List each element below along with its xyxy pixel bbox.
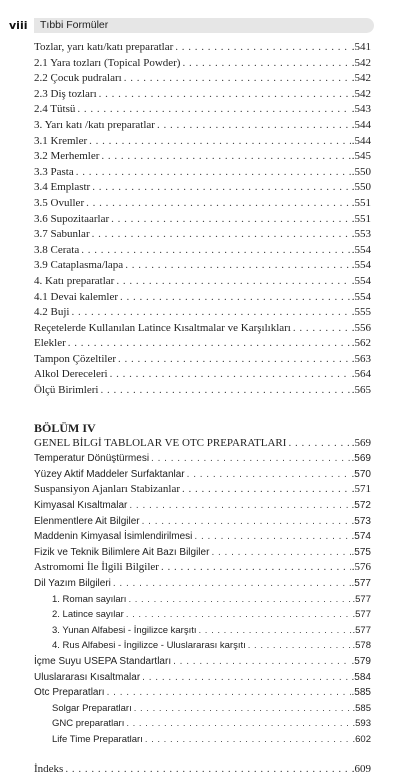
- dot-leader: [134, 701, 352, 717]
- toc-entry-page: .593: [352, 718, 371, 730]
- toc-entry: [34, 227, 371, 243]
- toc-entry-page: .577: [351, 578, 371, 589]
- dot-leader: [125, 258, 351, 274]
- toc-entry-page: .602: [352, 733, 371, 745]
- toc-entry: [34, 762, 371, 778]
- dot-leader: [175, 40, 350, 56]
- dot-leader: [116, 274, 350, 290]
- dot-leader: [107, 685, 351, 701]
- toc-entry-page: .577: [352, 593, 371, 605]
- dot-leader: [211, 545, 350, 561]
- toc-entry-page: .544: [351, 134, 371, 147]
- dot-leader: [151, 451, 350, 467]
- toc-entry: [34, 670, 371, 686]
- toc-entry-title: Tozlar, yarı katı/katı preparatlar: [34, 41, 174, 53]
- toc-entry-title: 4.1 Devai kalemler: [34, 290, 118, 303]
- toc-entry-title: Yüzey Aktif Maddeler Surfaktanlar: [34, 468, 185, 480]
- toc-entry-title: Dil Yazım Bilgileri: [34, 578, 111, 589]
- dot-leader: [126, 716, 351, 732]
- dot-leader: [194, 529, 350, 545]
- toc-entry-title: Life Time Preparatları: [52, 733, 143, 745]
- toc-entry: [34, 305, 371, 321]
- dot-leader: [248, 638, 352, 654]
- toc-entry-page: .551: [351, 196, 371, 209]
- dot-leader: [86, 196, 351, 212]
- toc-entry-page: .555: [351, 306, 371, 319]
- toc-entry: [34, 732, 371, 748]
- toc-entry: [34, 654, 371, 670]
- dot-leader: [113, 576, 351, 592]
- toc-entry-page: .578: [352, 640, 371, 652]
- dot-leader: [99, 87, 351, 103]
- toc-entry: [34, 436, 371, 452]
- toc-entry: [34, 118, 371, 134]
- toc-entry: [34, 149, 371, 165]
- toc-entry-title: Fizik ve Teknik Bilimlere Ait Bazı Bilgiler: [34, 546, 210, 558]
- toc-entry: [34, 102, 371, 118]
- running-title: Tıbbi Formüler: [40, 19, 109, 31]
- dot-leader: [182, 482, 351, 498]
- dot-leader: [129, 498, 350, 514]
- toc-entry: [34, 290, 371, 306]
- toc-entry-title: 1. Roman sayıları: [52, 593, 127, 605]
- running-header: [0, 17, 404, 35]
- toc-entry-title: 3.4 Emplastr: [34, 181, 91, 194]
- toc-entry-title: Suspansiyon Ajanları Stabizanlar: [34, 483, 181, 496]
- toc-entry-title: Ölçü Birimleri: [34, 384, 99, 397]
- toc-entry-title: 3.5 Ovuller: [34, 196, 85, 209]
- dot-leader: [77, 102, 350, 118]
- dot-leader: [145, 732, 352, 748]
- toc-entry-page: .575: [351, 546, 371, 558]
- toc-entry-page: .551: [351, 212, 371, 225]
- toc-entry-page: .609: [351, 762, 371, 775]
- toc-entry: [34, 180, 371, 196]
- toc-entry-page: .562: [351, 337, 371, 350]
- toc-entry: [34, 467, 371, 483]
- dot-leader: [128, 592, 351, 608]
- toc-entry: [34, 451, 371, 467]
- toc-entry-title: 3.6 Supozitaarlar: [34, 212, 110, 225]
- dot-leader: [101, 149, 350, 165]
- dot-leader: [126, 607, 352, 623]
- dot-leader: [157, 118, 351, 134]
- toc-entry: [34, 638, 371, 654]
- toc-entry: [34, 212, 371, 228]
- toc-entry-title: Alkol Dereceleri: [34, 368, 108, 381]
- header-bar: [34, 18, 374, 33]
- toc-entry-title: Elekler: [34, 337, 66, 350]
- toc-entry: [34, 623, 371, 639]
- toc-entry: [34, 71, 371, 87]
- toc-entry-page: .579: [351, 655, 371, 667]
- toc-entry: [34, 607, 371, 623]
- toc-entry-title: İçme Suyu USEPA Standartları: [34, 655, 172, 667]
- toc-entry-page: .554: [351, 274, 371, 287]
- dot-leader: [89, 134, 351, 150]
- page-number: viii: [9, 19, 28, 32]
- dot-leader: [92, 227, 351, 243]
- section-title: BÖLÜM IV: [34, 420, 96, 435]
- toc-entry-page: .543: [351, 103, 371, 116]
- toc-entry-page: .571: [351, 483, 371, 496]
- toc-entry: [34, 545, 371, 561]
- toc-entry-title: 2.1 Yara tozları (Topical Powder): [34, 56, 181, 69]
- dot-leader: [288, 436, 350, 452]
- toc-entry-title: 2.4 Tütsü: [34, 103, 76, 116]
- toc-entry-page: .577: [352, 609, 371, 621]
- toc-entry: [34, 716, 371, 732]
- toc-entry-page: .542: [351, 56, 371, 69]
- toc-entry: [34, 87, 371, 103]
- toc-entry: [34, 352, 371, 368]
- toc-entry: [34, 274, 371, 290]
- toc-entry: [34, 514, 371, 530]
- toc-entry-title: Kimyasal Kısaltmalar: [34, 500, 128, 512]
- toc-entry-page: .550: [351, 165, 371, 178]
- toc-entry-title: 4.2 Buji: [34, 306, 70, 319]
- toc-entry-title: Tampon Çözeltiler: [34, 352, 117, 365]
- toc-entry-title: 3. Yarı katı /katı preparatlar: [34, 118, 155, 131]
- toc-entry-title: 3. Yunan Alfabesi - İngilizce karşıtı: [52, 624, 197, 636]
- toc-entry: [34, 258, 371, 274]
- toc-entry-page: .553: [351, 228, 371, 241]
- toc-entry-title: Otc Preparatları: [34, 687, 105, 699]
- toc-entry: [34, 56, 371, 72]
- toc-entry: [34, 529, 371, 545]
- toc-entry-page: .570: [351, 468, 371, 480]
- toc-entry-title: 4. Katı preparatlar: [34, 274, 115, 287]
- toc-entry-title: Reçetelerde Kullanılan Latince Kısaltmalar ve Karşılıkları: [34, 321, 291, 334]
- toc-entry-page: .577: [352, 624, 371, 636]
- dot-leader: [187, 467, 351, 483]
- toc-entry: [34, 498, 371, 514]
- toc-entry-title: GENEL BİLGİ TABLOLAR VE OTC PREPARATLARI: [34, 436, 287, 449]
- toc-entry-title: 3.1 Kremler: [34, 134, 88, 147]
- toc-entry-page: .584: [351, 671, 371, 683]
- toc-entry-page: .544: [351, 118, 371, 131]
- toc-entry: [34, 40, 371, 56]
- toc-part-2: [34, 436, 371, 748]
- dot-leader: [68, 336, 351, 352]
- toc-entry: [34, 383, 371, 399]
- toc-entry-title: 4. Rus Alfabesi - İngilizce - Uluslararası karşıtı: [52, 640, 246, 652]
- dot-leader: [182, 56, 350, 72]
- dot-leader: [118, 352, 351, 368]
- toc-entry-title: Elenmentlere Ait Bilgiler: [34, 515, 140, 527]
- toc-entry: [34, 482, 371, 498]
- toc-entry-page: .565: [351, 384, 371, 397]
- toc-entry: [34, 336, 371, 352]
- toc-entry-title: 2.3 Diş tozları: [34, 87, 97, 100]
- toc-entry: [34, 321, 371, 337]
- toc-entry-title: 3.3 Pasta: [34, 165, 74, 178]
- toc-entry-page: .542: [351, 87, 371, 100]
- dot-leader: [142, 670, 350, 686]
- toc-entry: [34, 701, 371, 717]
- toc-entry-title: Uluslararası Kısaltmalar: [34, 671, 141, 683]
- toc-entry-page: .564: [351, 368, 371, 381]
- dot-leader: [120, 290, 351, 306]
- toc-entry-title: Temperatur Dönüştürmesi: [34, 453, 150, 465]
- dot-leader: [293, 321, 351, 337]
- toc-entry-title: 2. Latince sayılar: [52, 609, 124, 621]
- toc-entry-page: .563: [351, 352, 371, 365]
- dot-leader: [92, 180, 351, 196]
- toc-entry: [34, 165, 371, 181]
- toc-entry-page: .569: [351, 436, 371, 449]
- toc-entry-page: .554: [351, 259, 371, 272]
- toc-entry: [34, 134, 371, 150]
- toc-entry: [34, 560, 371, 576]
- toc-entry-title: İndeks: [34, 762, 64, 775]
- toc-entry-title: 3.9 Cataplasma/lapa: [34, 259, 124, 272]
- toc-entry-title: 3.8 Cerata: [34, 243, 80, 256]
- toc-entry-page: .585: [352, 702, 371, 714]
- toc-entry: [34, 685, 371, 701]
- table-of-contents: [34, 40, 371, 777]
- toc-entry-title: Solgar Preparatları: [52, 702, 132, 714]
- toc-entry: [34, 196, 371, 212]
- dot-leader: [161, 560, 351, 576]
- toc-entry-page: .554: [351, 290, 371, 303]
- toc-entry-page: .541: [351, 41, 371, 53]
- toc-entry-page: .550: [351, 181, 371, 194]
- toc-entry-title: Astromomi İle İlgili Bilgiler: [34, 561, 159, 574]
- dot-leader: [111, 212, 351, 228]
- toc-entry: [34, 576, 371, 592]
- dot-leader: [65, 762, 350, 778]
- dot-leader: [124, 71, 351, 87]
- toc-entry-title: Maddenin Kimyasal İsimlendirilmesi: [34, 531, 193, 543]
- dot-leader: [100, 383, 350, 399]
- toc-entry-title: 2.2 Çocuk pudraları: [34, 72, 122, 85]
- toc-entry-page: .545: [351, 150, 371, 163]
- toc-part-1: [34, 40, 371, 399]
- dot-leader: [173, 654, 350, 670]
- dot-leader: [81, 243, 351, 259]
- toc-entry-page: .542: [351, 72, 371, 85]
- dot-leader: [142, 514, 351, 530]
- toc-entry-page: .569: [351, 453, 371, 465]
- toc-entry-title: GNC preparatları: [52, 718, 125, 730]
- dot-leader: [199, 623, 352, 639]
- toc-entry-page: .576: [351, 561, 371, 574]
- toc-entry: [34, 243, 371, 259]
- dot-leader: [71, 305, 350, 321]
- dot-leader: [110, 367, 351, 383]
- dot-leader: [76, 165, 351, 181]
- toc-entry-page: .585: [351, 687, 371, 699]
- toc-entry-page: .556: [351, 321, 371, 334]
- toc-index: [34, 762, 371, 778]
- toc-entry: [34, 592, 371, 608]
- toc-entry-title: 3.2 Merhemler: [34, 150, 100, 163]
- toc-entry-title: 3.7 Sabunlar: [34, 228, 90, 241]
- toc-entry-page: .572: [351, 500, 371, 512]
- toc-entry-page: .574: [351, 531, 371, 543]
- toc-entry-page: .573: [351, 515, 371, 527]
- toc-entry-page: .554: [351, 243, 371, 256]
- toc-entry: [34, 367, 371, 383]
